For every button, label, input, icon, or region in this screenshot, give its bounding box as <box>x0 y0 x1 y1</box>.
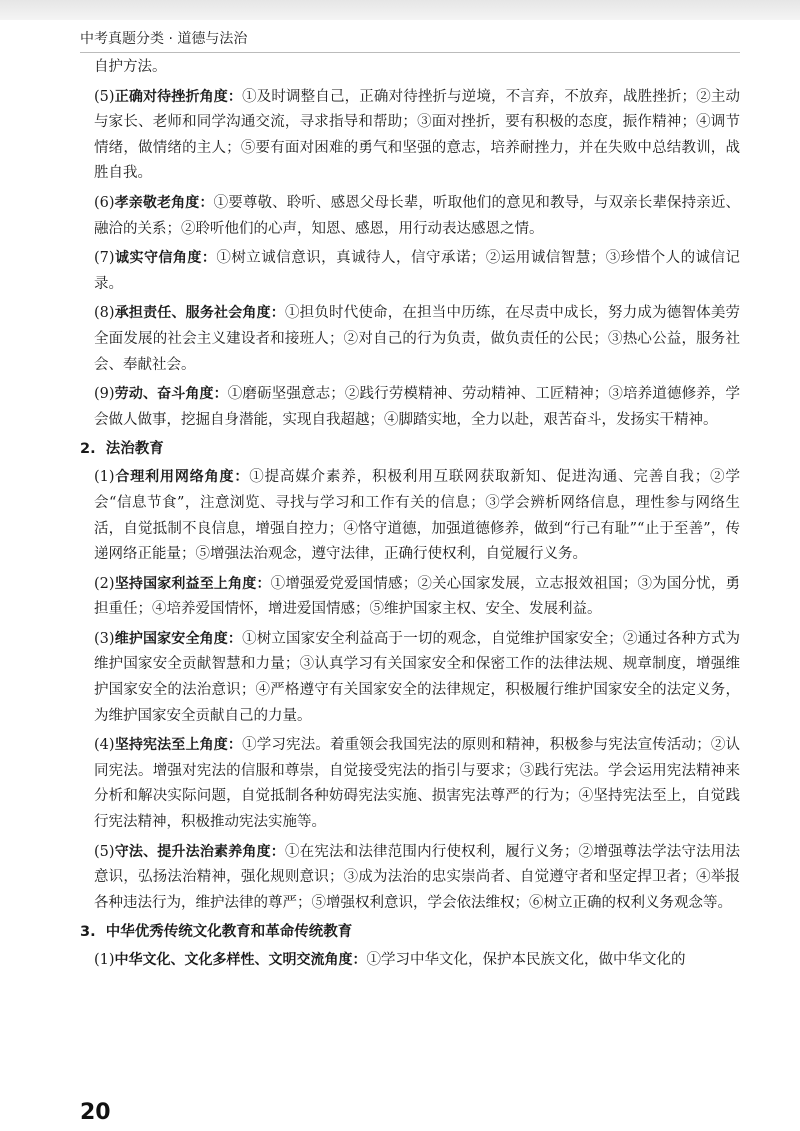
item-separator: ： <box>227 88 243 105</box>
page-header <box>80 28 740 53</box>
item-number: (9) <box>94 386 115 403</box>
item-number: (6) <box>94 194 115 211</box>
section-number: 2. <box>80 441 96 458</box>
intro-tail-text: 自护方法。 <box>94 59 167 75</box>
item-text: ①担负时代使命，在担当中历练，在尽责中成长，努力成为德智体美劳全面发展的社会主义建设者和接班人；②对自己的行为负责，做负责任的公民；③热心公益，服务社会、奉献社会。 <box>94 305 740 373</box>
item-number: (5) <box>94 88 115 105</box>
item-title: 正确对待挫折角度 <box>114 88 228 105</box>
section-number: 3. <box>80 924 96 941</box>
item-separator: ： <box>227 737 243 754</box>
law-item-4 <box>80 733 740 835</box>
moral-item-5 <box>80 85 740 187</box>
item-separator: ： <box>201 250 217 267</box>
item-number: (1) <box>94 952 115 969</box>
culture-item-1 <box>80 948 740 974</box>
item-text: ①及时调整自己，正确对待挫折与逆境，不言弃，不放弃，战胜挫折；②主动与家长、老师和同学沟通交流，寻求指导和帮助；③面对挫折，要有积极的态度，振作精神；④调节情绪，做情绪的主人；⑤要有面对困难的勇气和坚强的意志，培养耐挫力，并在失败中总结教训，战胜自我。 <box>94 88 741 182</box>
item-title: 承担责任、服务社会角度 <box>114 305 271 322</box>
page-content <box>80 55 740 978</box>
item-text: ①树立诚信意识，真诚待人，信守承诺；②运用诚信智慧；③珍惜个人的诚信记录。 <box>94 250 741 292</box>
item-text: ①树立国家安全利益高于一切的观念，自觉维护国家安全；②通过各种方式为维护国家安全贡献智慧和力量；③认真学习有关国家安全和保密工作的法律法规、规章制度，增强维护国家安全的法治意识；④严格遵守有关国家安全的法律规定，积极履行维护国家安全的法定义务，为维护国家安全贡献自己的力量。 <box>94 630 741 724</box>
item-title: 坚持国家利益至上角度 <box>114 575 257 592</box>
item-title: 守法、提升法治素养角度 <box>114 843 271 860</box>
moral-item-8 <box>80 301 740 378</box>
item-title: 劳动、奋斗角度 <box>114 386 214 403</box>
item-title: 诚实守信角度 <box>114 250 202 267</box>
section-heading-2 <box>80 437 740 461</box>
item-number: (2) <box>94 575 115 592</box>
item-separator: ： <box>352 952 367 969</box>
item-title: 中华文化、文化多样性、文明交流角度 <box>114 952 353 969</box>
header-title: 中考真题分类 · 道德与法治 <box>80 31 248 47</box>
item-number: (1) <box>94 469 115 486</box>
item-number: (8) <box>94 305 115 322</box>
item-text: ①学习中华文化，保护本民族文化，做中华文化的 <box>366 952 686 969</box>
section-heading-3 <box>80 920 740 944</box>
moral-item-6 <box>80 191 740 242</box>
item-title: 坚持宪法至上角度 <box>114 737 228 754</box>
law-item-5 <box>80 840 740 917</box>
law-item-3 <box>80 627 740 729</box>
item-number: (4) <box>94 737 115 754</box>
item-separator: ： <box>234 469 250 486</box>
item-number: (3) <box>94 630 115 647</box>
law-item-2 <box>80 572 740 623</box>
item-title: 合理利用网络角度 <box>114 469 235 486</box>
item-number: (5) <box>94 843 115 860</box>
moral-item-9 <box>80 382 740 433</box>
item-title: 维护国家安全角度 <box>114 630 228 647</box>
item-separator: ： <box>227 630 243 647</box>
item-separator: ： <box>213 386 228 403</box>
item-text: ①在宪法和法律范围内行使权利，履行义务；②增强尊法学法守法用法意识，弘扬法治精神，强化规则意识；③成为法治的忠实崇尚者、自觉遵守者和坚定捍卫者；④举报各种违法行为，维护法律的尊严；⑤增强权利意识，学会依法维权；⑥树立正确的权利义务观念等。 <box>94 843 740 911</box>
page-number: 20 <box>80 1100 111 1125</box>
item-separator: ： <box>199 194 214 211</box>
item-title: 孝亲敬老角度 <box>114 194 200 211</box>
item-separator: ： <box>256 575 271 592</box>
moral-item-7 <box>80 246 740 297</box>
item-separator: ： <box>270 305 285 322</box>
item-number: (7) <box>94 250 115 267</box>
item-text: ①提高媒介素养，积极利用互联网获取新知、促进沟通、完善自我；②学会“信息节食”，注意浏览、寻找与学习和工作有关的信息；③学会辨析网络信息，理性参与网络生活，自觉抵制不良信息，增强自控力；④恪守道德，加强道德修养，做到“行己有耻”“止于至善”，传递网络正能量；⑤增强法治观念，遵守法律，正确行使权利，自觉履行义务。 <box>94 469 741 563</box>
page-top-band <box>0 0 800 20</box>
section-title: 法治教育 <box>105 441 164 458</box>
item-text: ①增强爱党爱国情感；②关心国家发展，立志报效祖国；③为国分忧，勇担重任；④培养爱国情怀，增进爱国情感；⑤维护国家主权、安全、发展利益。 <box>94 575 741 618</box>
item-text: ①学习宪法。着重领会我国宪法的原则和精神，积极参与宪法宣传活动；②认同宪法。增强对宪法的信服和尊崇，自觉接受宪法的指引与要求；③践行宪法。学会运用宪法精神来分析和解决实际问题，自觉抵制各种妨碍宪法实施、损害宪法尊严的行为；④坚持宪法至上，自觉践行宪法精神，积极推动宪法实施等。 <box>94 737 741 831</box>
item-separator: ： <box>270 843 285 860</box>
law-item-1 <box>80 465 740 567</box>
item-text: ①要尊敬、聆听、感恩父母长辈，听取他们的意见和教导，与双亲长辈保持亲近、融洽的关系；②聆听他们的心声，知恩、感恩，用行动表达感恩之情。 <box>94 194 741 237</box>
section-title: 中华优秀传统文化教育和革命传统教育 <box>105 924 353 941</box>
intro-tail <box>80 55 740 81</box>
item-text: ①磨砺坚强意志；②践行劳模精神、劳动精神、工匠精神；③培养道德修养，学会做人做事，挖掘自身潜能，实现自我超越；④脚踏实地，全力以赴，艰苦奋斗，发扬实干精神。 <box>94 386 741 428</box>
